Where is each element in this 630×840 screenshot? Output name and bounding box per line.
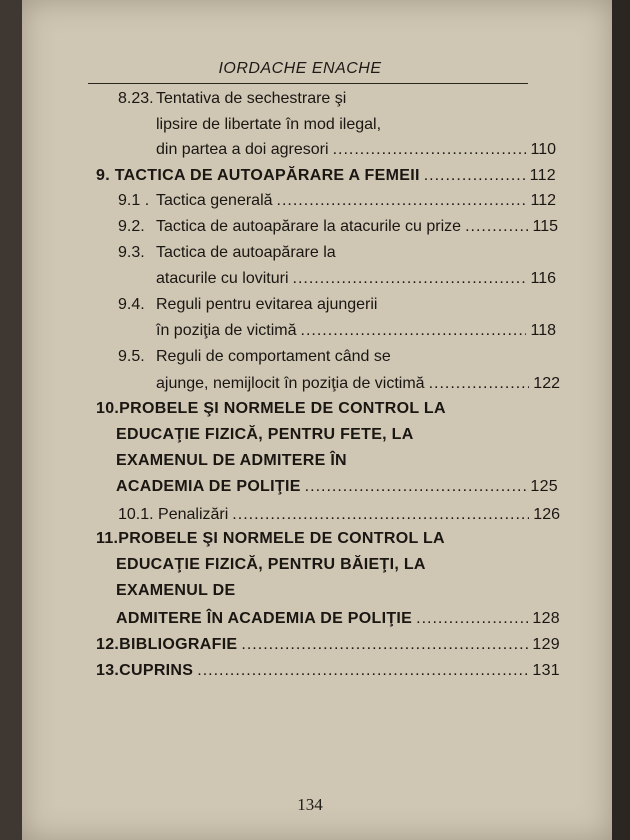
entry-number: 9.5. [118,348,145,365]
toc-entry-11-line1 [96,528,445,550]
leader-dots [301,320,527,342]
toc-entry-10-1 [118,504,560,526]
toc-entry-13 [96,660,560,682]
page-ref: 129 [532,636,560,653]
entry-title: Tactica de autoapărare la atacurile cu prize [156,218,462,235]
entry-title-cont: atacurile cu lovituri [156,270,289,287]
entry-number: 8.23. [118,90,154,107]
header-rule [88,83,528,84]
leader-dots [333,139,527,161]
entry-title: 10.1. Penalizări [118,506,229,523]
toc-entry-9-2 [118,216,558,238]
entry-title: 11.PROBELE ŞI NORMELE DE CONTROL LA [96,530,445,547]
page-ref: 110 [530,141,556,158]
toc-entry-10-line2 [116,424,414,446]
entry-number: 9.2. [118,218,145,235]
book-edge [612,0,630,840]
toc-entry-11-line4 [116,608,560,630]
book-gutter [0,0,22,840]
toc-entry-8-23-line1 [118,88,346,110]
entry-title: 10.PROBELE ŞI NORMELE DE CONTROL LA [96,400,446,417]
entry-title-cont: lipsire de libertate în mod ilegal, [156,116,382,133]
entry-title: 12.BIBLIOGRAFIE [96,636,238,653]
entry-title: Reguli pentru evitarea ajungerii [156,296,378,313]
leader-dots [465,216,528,238]
entry-title: Tactica generală [156,192,273,209]
page-ref: 125 [530,478,558,495]
page-ref: 126 [533,506,560,523]
entry-title-cont: EXAMENUL DE [116,582,236,599]
page-ref: 128 [532,610,560,627]
toc-entry-11-line3 [116,580,235,602]
entry-number: 9.4. [118,296,145,313]
leader-dots [277,190,527,212]
leader-dots [241,634,528,656]
entry-title: 13.CUPRINS [96,662,194,679]
entry-number: 9.1 . [118,192,150,209]
entry-title-cont: ADMITERE ÎN ACADEMIA DE POLIŢIE [116,610,413,627]
entry-title-cont: ACADEMIA DE POLIŢIE [116,478,301,495]
toc-entry-8-23-line2 [156,114,381,136]
entry-title-cont: în poziţia de victimă [156,322,297,339]
page-ref: 112 [529,167,556,184]
toc-entry-9-5-line1 [118,346,391,368]
leader-dots [424,165,526,187]
page-number: 134 [297,795,323,814]
entry-title-cont: EDUCAŢIE FIZICĂ, PENTRU BĂIEŢI, LA [116,556,426,573]
page-ref: 115 [532,218,558,235]
page-ref: 116 [530,270,556,287]
entry-title-cont: EDUCAŢIE FIZICĂ, PENTRU FETE, LA [116,426,414,443]
leader-dots [416,608,528,630]
toc-entry-9 [96,165,556,187]
toc-entry-9-4-line2 [156,320,556,342]
toc-entry-9-1 [118,190,556,212]
leader-dots [429,373,530,395]
page-ref: 118 [530,322,556,339]
leader-dots [305,476,527,498]
entry-title: Reguli de comportament când se [156,348,391,365]
entry-title-cont: EXAMENUL DE ADMITERE ÎN [116,452,347,469]
toc-entry-9-4-line1 [118,294,377,316]
entry-title: Tactica de autoapărare la [156,244,336,261]
toc-entry-11-line2 [116,554,426,576]
page-ref: 131 [532,662,560,679]
entry-title-cont: din partea a doi agresori [156,141,329,158]
toc-entry-9-3-line2 [156,268,556,290]
entry-title-cont: ajunge, nemijlocit în poziţia de victimă [156,375,425,392]
running-header: IORDACHE ENACHE [218,60,382,77]
entry-number: 9.3. [118,244,145,261]
leader-dots [293,268,527,290]
page-ref: 122 [533,375,560,392]
toc-entry-8-23-line3 [156,139,556,161]
toc-entry-10-line4 [116,476,558,498]
page-ref: 112 [530,192,556,209]
entry-title: 9. TACTICA DE AUTOAPĂRARE A FEMEII [96,167,420,184]
toc-entry-10-line3 [116,450,347,472]
toc-entry-9-3-line1 [118,242,336,264]
toc-entry-9-5-line2 [156,373,560,395]
leader-dots [232,504,529,526]
leader-dots [197,660,528,682]
entry-title: Tentativa de sechestrare şi [156,90,347,107]
toc-entry-10-line1 [96,398,446,420]
toc-entry-12 [96,634,560,656]
